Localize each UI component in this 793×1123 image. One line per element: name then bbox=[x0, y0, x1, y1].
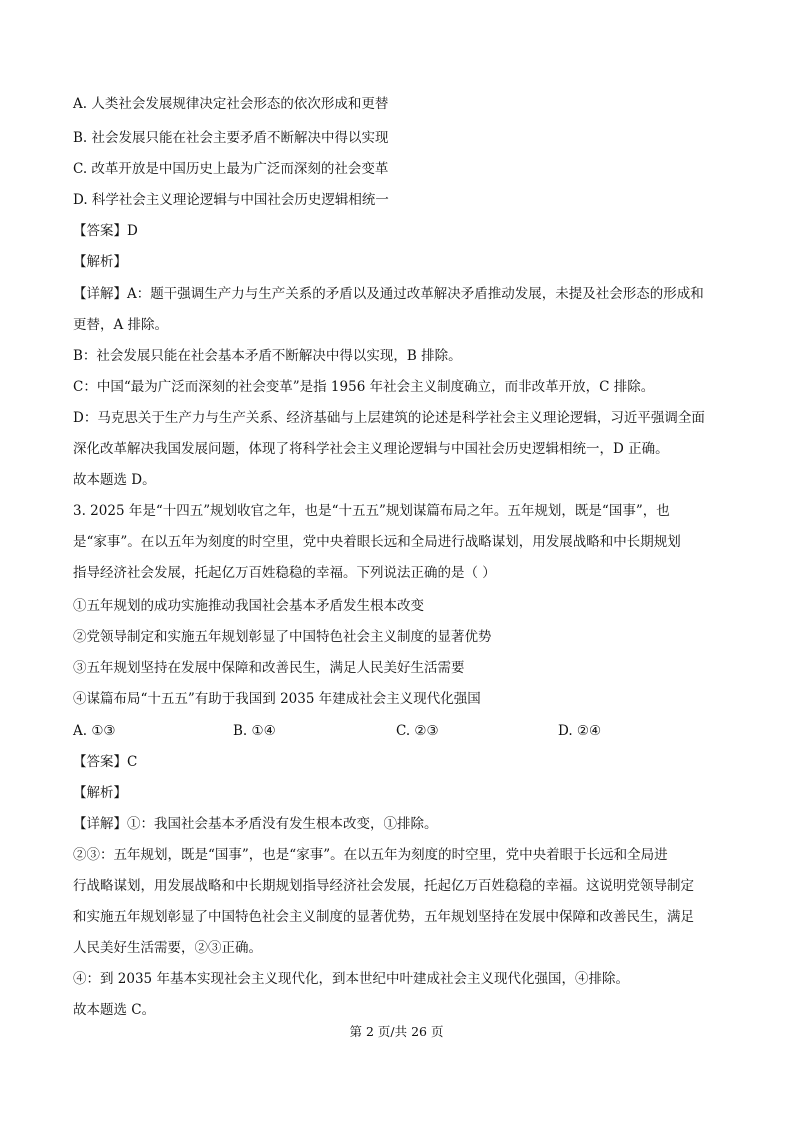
q2-option-b: B. 社会发展只能在社会主要矛盾不断解决中得以实现 bbox=[73, 130, 389, 146]
q2-detail-line: 【详解】A：题干强调生产力与生产关系的矛盾以及通过改革解决矛盾推动发展，未提及社会形态的形成和 bbox=[73, 286, 704, 302]
q3-detail-line: 和实施五年规划彰显了中国特色社会主义制度的显著优势，五年规划坚持在发展中保障和改善民生，满足 bbox=[73, 909, 694, 925]
q3-statement-3: ③五年规划坚持在发展中保障和改善民生，满足人民美好生活需要 bbox=[73, 660, 465, 676]
q3-detail-line: ④：到 2035 年基本实现社会主义现代化，到本世纪中叶建成社会主义现代化强国，④排除。 bbox=[73, 971, 629, 987]
q3-stem-line: 指导经济社会发展，托起亿万百姓稳稳的幸福。下列说法正确的是（ ） bbox=[73, 565, 496, 581]
q2-option-a: A. 人类社会发展规律决定社会形态的依次形成和更替 bbox=[73, 96, 389, 112]
q3-detail-line: 【详解】①：我国社会基本矛盾没有发生根本改变，①排除。 bbox=[73, 816, 438, 832]
q3-choice-b: B. ①④ bbox=[233, 723, 276, 739]
q2-detail-line: C：中国“最为广泛而深刻的社会变革”是指 1956 年社会主义制度确立，而非改革开放，C 排除。 bbox=[73, 379, 655, 395]
q3-choice-a: A. ①③ bbox=[73, 723, 116, 739]
q3-answer: 【答案】C bbox=[73, 754, 138, 770]
q2-detail-line: B：社会发展只能在社会基本矛盾不断解决中得以实现，B 排除。 bbox=[73, 348, 462, 364]
q3-statement-1: ①五年规划的成功实施推动我国社会基本矛盾发生根本改变 bbox=[73, 598, 424, 614]
q3-detail-line: 行战略谋划，用发展战略和中长期规划指导经济社会发展，托起亿万百姓稳稳的幸福。这说明党领导制定 bbox=[73, 878, 694, 894]
q3-choice-c: C. ②③ bbox=[396, 723, 439, 739]
q2-option-d: D. 科学社会主义理论逻辑与中国社会历史逻辑相统一 bbox=[73, 192, 389, 208]
q3-analysis-label: 【解析】 bbox=[73, 785, 127, 801]
q3-conclusion: 故本题选 C。 bbox=[73, 1002, 156, 1018]
q2-option-c: C. 改革开放是中国历史上最为广泛而深刻的社会变革 bbox=[73, 161, 389, 177]
q2-detail-line: 深化改革解决我国发展问题，体现了将科学社会主义理论逻辑与中国社会历史逻辑相统一，D 正确。 bbox=[73, 441, 669, 457]
q2-conclusion: 故本题选 D。 bbox=[73, 472, 156, 488]
q2-analysis-label: 【解析】 bbox=[73, 254, 127, 270]
q3-choices bbox=[73, 722, 723, 740]
q3-detail-line: ②③：五年规划，既是“国事”，也是“家事”。在以五年为刻度的时空里，党中央着眼于长远和全局进 bbox=[73, 847, 668, 863]
q3-choice-d: D. ②④ bbox=[558, 723, 602, 739]
q2-detail-line: D：马克思关于生产力与生产关系、经济基础与上层建筑的论述是科学社会主义理论逻辑，习近平强调全面 bbox=[73, 410, 705, 426]
q3-stem-line: 是“家事”。在以五年为刻度的时空里，党中央着眼长远和全局进行战略谋划，用发展战略和中长期规划 bbox=[73, 534, 681, 550]
q3-statement-2: ②党领导制定和实施五年规划彰显了中国特色社会主义制度的显著优势 bbox=[73, 629, 492, 645]
q2-detail-line: 更替，A 排除。 bbox=[73, 317, 169, 333]
q3-detail-line: 人民美好生活需要，②③正确。 bbox=[73, 940, 262, 956]
q2-answer: 【答案】D bbox=[73, 223, 138, 239]
q3-statement-4: ④谋篇布局“十五五”有助于我国到 2035 年建成社会主义现代化强国 bbox=[73, 691, 481, 707]
page-number: 第 2 页/共 26 页 bbox=[349, 1024, 444, 1039]
q3-stem-line: 3. 2025 年是“十四五”规划收官之年，也是“十五五”规划谋篇布局之年。五年规划，既是“国事”，也 bbox=[73, 503, 670, 519]
